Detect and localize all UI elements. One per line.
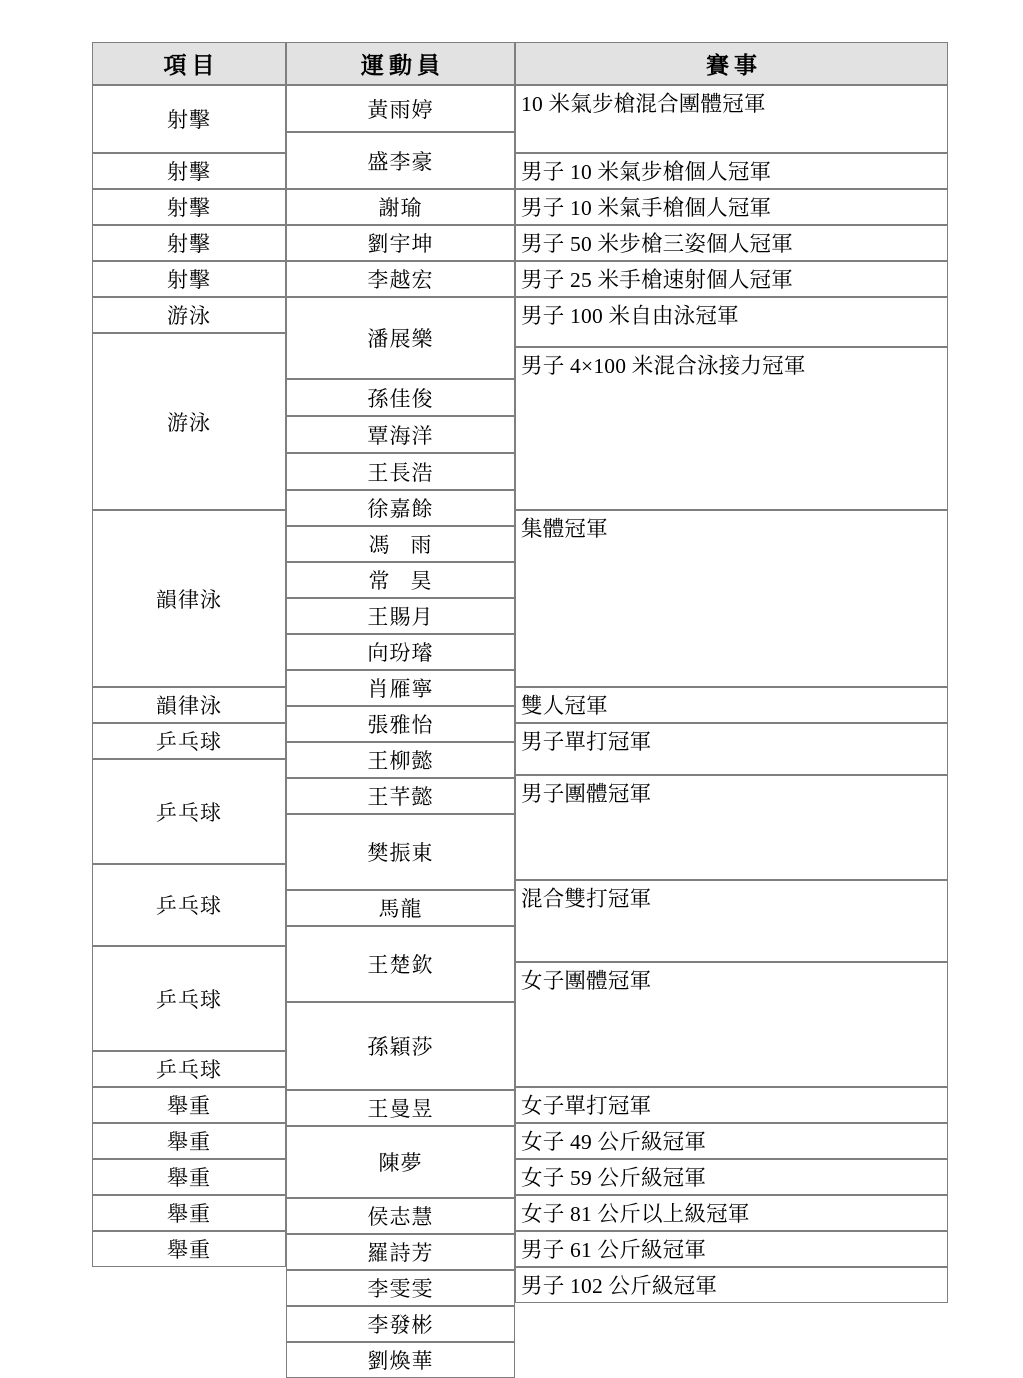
sport-label: 射擊 [166, 108, 212, 132]
sport-label: 乒乓球 [155, 730, 223, 754]
sport-cell [92, 1195, 286, 1231]
athlete-name: 向玢璿 [367, 641, 434, 665]
event-cell [515, 687, 948, 723]
athlete-cell [286, 297, 515, 379]
athlete-name: 王賜月 [367, 605, 434, 629]
athlete-cell [286, 706, 515, 742]
event-cell [515, 880, 948, 962]
sport-label: 舉重 [166, 1166, 212, 1190]
event-cell [515, 1195, 948, 1231]
sport-label: 乒乓球 [155, 894, 223, 918]
athlete-cell [286, 598, 515, 634]
event-label: 女子 81 公斤以上級冠軍 [521, 1202, 750, 1226]
sport-cell [92, 864, 286, 946]
event-label: 男子團體冠軍 [521, 782, 652, 806]
athlete-name: 潘展樂 [367, 327, 434, 351]
event-cell [515, 1231, 948, 1267]
event-cell [515, 1087, 948, 1123]
event-cell [515, 1267, 948, 1303]
athlete-cell [286, 1234, 515, 1270]
athlete-cell [286, 1126, 515, 1198]
event-label: 雙人冠軍 [521, 694, 608, 718]
sport-cell [92, 225, 286, 261]
athlete-cell [286, 634, 515, 670]
athlete-name: 樊振東 [367, 841, 434, 865]
event-cell [515, 297, 948, 347]
athlete-name: 孫佳俊 [367, 386, 434, 411]
athlete-name: 王柳懿 [367, 749, 434, 773]
sport-label: 射擊 [166, 196, 212, 220]
column-header-athlete: 運動員 [286, 42, 515, 85]
athlete-cell [286, 1306, 515, 1342]
event-label: 10 米氣步槍混合團體冠軍 [521, 92, 766, 116]
athlete-cell [286, 742, 515, 778]
sport-label: 舉重 [166, 1202, 212, 1226]
sport-cell [92, 189, 286, 225]
athlete-name: 羅詩芳 [367, 1241, 434, 1265]
sport-label: 韻律泳 [155, 587, 223, 612]
athlete-name: 馬龍 [378, 897, 423, 921]
athlete-name: 王楚欽 [367, 953, 434, 977]
column-header-event: 賽事 [515, 42, 948, 85]
athlete-name: 馮 雨 [368, 533, 433, 557]
athlete-name: 謝瑜 [378, 196, 423, 220]
athlete-cell [286, 1342, 515, 1378]
sport-cell [92, 510, 286, 687]
athlete-cell [286, 890, 515, 926]
athlete-name: 劉煥華 [367, 1349, 434, 1373]
event-label: 女子單打冠軍 [521, 1094, 652, 1118]
athlete-name: 李發彬 [367, 1313, 434, 1337]
sport-cell [92, 723, 286, 759]
event-label: 男子 102 公斤級冠軍 [521, 1274, 718, 1298]
sport-cell [92, 1123, 286, 1159]
event-cell [515, 85, 948, 153]
athlete-cell [286, 926, 515, 1002]
column-header-sport: 項目 [92, 42, 286, 85]
athlete-cell [286, 526, 515, 562]
athlete-name: 常 昊 [368, 569, 433, 593]
event-cell [515, 347, 948, 510]
athlete-cell [286, 814, 515, 890]
athlete-name: 肖雁寧 [367, 677, 434, 701]
sport-cell [92, 1087, 286, 1123]
sport-cell [92, 297, 286, 333]
athlete-name: 覃海洋 [367, 423, 434, 448]
event-cell [515, 261, 948, 297]
athlete-name: 盛李豪 [367, 149, 434, 174]
athlete-cell [286, 490, 515, 526]
event-cell [515, 510, 948, 687]
sport-label: 射擊 [166, 268, 212, 292]
event-label: 男子 4×100 米混合泳接力冠軍 [521, 354, 806, 378]
sport-label: 射擊 [166, 160, 212, 184]
event-cell [515, 1123, 948, 1159]
event-cell [515, 1159, 948, 1195]
sport-label: 射擊 [166, 232, 212, 256]
athlete-cell [286, 562, 515, 598]
event-cell [515, 225, 948, 261]
athlete-name: 陳夢 [378, 1151, 423, 1175]
athlete-name: 孫穎莎 [367, 1035, 434, 1059]
event-label: 男子 61 公斤級冠軍 [521, 1238, 707, 1262]
event-label: 集體冠軍 [521, 517, 608, 541]
athlete-cell [286, 670, 515, 706]
sport-label: 舉重 [166, 1094, 212, 1118]
sport-cell [92, 261, 286, 297]
sport-cell [92, 1159, 286, 1195]
sport-label: 乒乓球 [155, 987, 223, 1012]
sport-label: 乒乓球 [155, 1058, 223, 1082]
athlete-cell [286, 453, 515, 490]
sport-label: 乒乓球 [155, 800, 223, 825]
event-label: 男子 10 米氣步槍個人冠軍 [521, 160, 772, 184]
athlete-cell [286, 189, 515, 225]
athlete-cell [286, 261, 515, 297]
athlete-cell [286, 1002, 515, 1090]
event-label: 女子 49 公斤級冠軍 [521, 1130, 707, 1154]
athlete-name: 王長浩 [367, 460, 434, 485]
sport-cell [92, 1051, 286, 1087]
sport-cell [92, 1231, 286, 1267]
athlete-name: 徐嘉餘 [367, 497, 434, 521]
athlete-name: 劉宇坤 [367, 232, 434, 256]
sport-cell [92, 759, 286, 864]
event-label: 男子 50 米步槍三姿個人冠軍 [521, 232, 793, 256]
athlete-cell [286, 132, 515, 189]
athlete-name: 張雅怡 [367, 713, 434, 737]
event-label: 男子 25 米手槍速射個人冠軍 [521, 268, 793, 292]
event-cell [515, 189, 948, 225]
event-label: 混合雙打冠軍 [521, 887, 652, 911]
athlete-name: 李越宏 [367, 268, 434, 292]
athlete-cell [286, 1198, 515, 1234]
sport-label: 游泳 [166, 410, 212, 435]
sport-cell [92, 153, 286, 189]
athlete-cell [286, 1270, 515, 1306]
event-label: 男子單打冠軍 [521, 730, 652, 754]
event-cell [515, 723, 948, 775]
sport-cell [92, 85, 286, 153]
athlete-cell [286, 1090, 515, 1126]
athlete-cell [286, 778, 515, 814]
sport-cell [92, 687, 286, 723]
athlete-cell [286, 85, 515, 132]
athlete-name: 王曼昱 [367, 1097, 434, 1121]
event-label: 男子 100 米自由泳冠軍 [521, 304, 739, 328]
event-cell [515, 962, 948, 1087]
athlete-cell [286, 379, 515, 416]
sport-cell [92, 333, 286, 510]
event-label: 女子團體冠軍 [521, 969, 652, 993]
sport-label: 舉重 [166, 1130, 212, 1154]
athlete-name: 黃雨婷 [367, 97, 434, 122]
event-cell [515, 153, 948, 189]
athlete-name: 王芊懿 [367, 785, 434, 809]
athlete-cell [286, 416, 515, 453]
event-cell [515, 775, 948, 880]
sport-cell [92, 946, 286, 1051]
event-label: 男子 10 米氣手槍個人冠軍 [521, 196, 772, 220]
athlete-cell [286, 225, 515, 261]
event-label: 女子 59 公斤級冠軍 [521, 1166, 707, 1190]
sport-label: 游泳 [166, 304, 212, 328]
athlete-name: 侯志慧 [367, 1205, 434, 1229]
sport-label: 韻律泳 [155, 694, 223, 718]
athlete-name: 李雯雯 [367, 1277, 434, 1301]
medal-table [92, 42, 948, 1373]
sport-label: 舉重 [166, 1238, 212, 1262]
